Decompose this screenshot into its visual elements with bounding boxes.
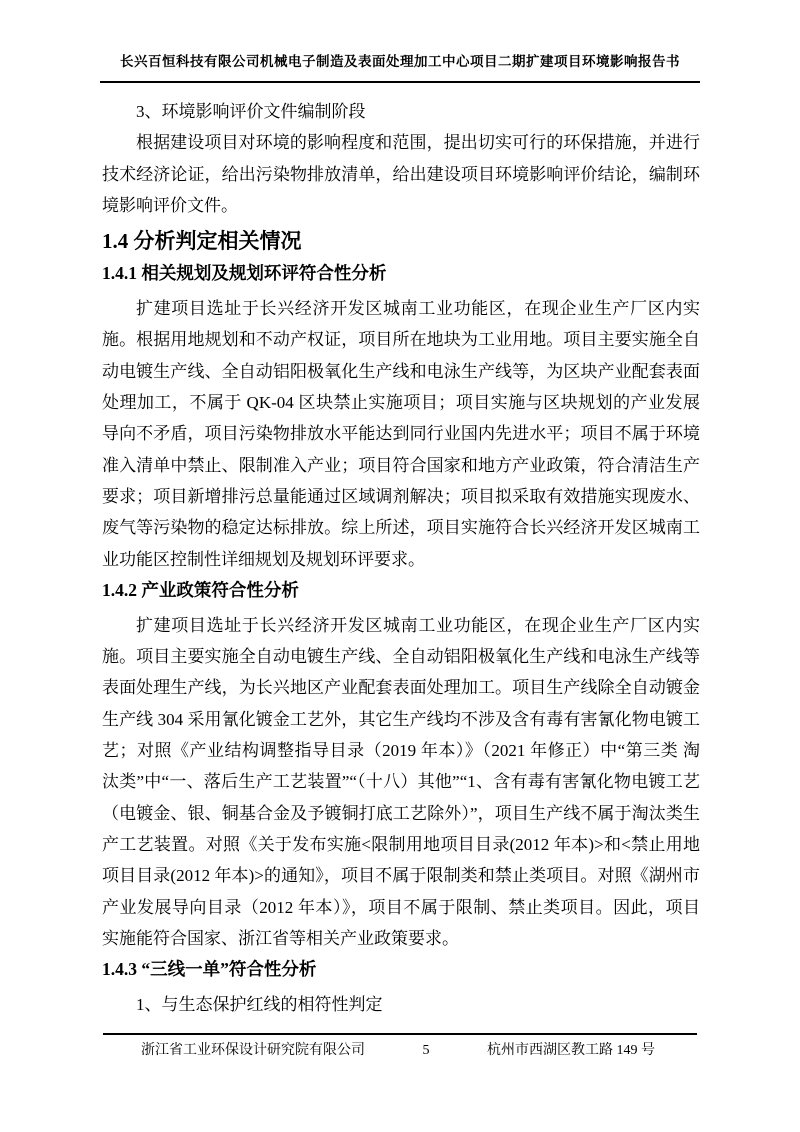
heading-1-4-3: 1.4.3 “三线一单”符合性分析 bbox=[102, 959, 317, 980]
footer-address: 杭州市西湖区教工路 149 号 bbox=[487, 1043, 655, 1058]
paragraph-1-4-1: 扩建项目选址于长兴经济开发区城南工业功能区，在现企业生产厂区内实施。根据用地规划和不动产权证，项目所在地块为工业用地。项目主要实施全自动电镀生产线、全自动铝阳极氧化生产线和电泳生产线等，为区块产业配套表面处理加工，不属于 QK-04 区块禁止实施项目；项目实施与区块规划的产业发展导向不矛盾，项目污染物排放水平能达到同行业国内先进水平；项目不属于环境准入清单中禁止、限制准入产业；项目符合国家和地方产业政策，符合清洁生产要求；项目新增排污总量能通过区域调剂解决；项目拟采取有效措施实现废水、废气等污染物的稳定达标排放。综上所述，项目实施符合长兴经济开发区城南工业功能区控制性详细规划及规划环评要求。 bbox=[102, 299, 700, 569]
footer-company: 浙江省工业环保设计研究院有限公司 bbox=[141, 1043, 365, 1058]
document-body bbox=[102, 96, 700, 1020]
paragraph-1-4-2: 扩建项目选址于长兴经济开发区城南工业功能区，在现企业生产厂区内实施。项目主要实施全自动电镀生产线、全自动铝阳极氧化生产线和电泳生产线等表面处理生产线，为长兴地区产业配套表面处理加工。项目生产线除全自动镀金生产线 304 采用氰化镀金工艺外，其它生产线均不涉及含有毒有害氰化物电镀工艺；对照《产业结构调整指导目录（2019 年本）》（2021 年修正）中“第三类 淘汰类”中“一、落后生产工艺装置”“（十八）其他”“1、含有毒有害氰化物电镀工艺（电镀金、银、铜基合金及予镀铜打底工艺除外）”，项目生产线不属于淘汰类生产工艺装置。对照《关于发布实施<限制用地项目目录(2012 年本)>和<禁止用地项目目录(2012 年本)>的通知》，项目不属于限制类和禁止类项目。对照《湖州市产业发展导向目录（2012 年本）》，项目不属于限制、禁止类项目。因此，项目实施能符合国家、浙江省等相关产业政策要求。 bbox=[102, 615, 700, 948]
intro-paragraph: 根据建设项目对环境的影响程度和范围，提出切实可行的环保措施，并进行技术经济论证，给出污染物排放清单，给出建设项目环境影响评价结论，编制环境影响评价文件。 bbox=[102, 133, 700, 215]
heading-1-4-1: 1.4.1 相关规划及规划环评符合性分析 bbox=[102, 263, 387, 284]
list-item-redline: 1、与生态保护红线的相符性判定 bbox=[136, 995, 383, 1015]
list-item-stage-3: 3、环境影响评价文件编制阶段 bbox=[136, 102, 366, 121]
header-title: 长兴百恒科技有限公司机械电子制造及表面处理加工中心项目二期扩建项目环境影响报告书 bbox=[120, 54, 680, 69]
page-header bbox=[100, 52, 700, 83]
heading-1-4: 1.4 分析判定相关情况 bbox=[102, 229, 302, 254]
heading-1-4-2: 1.4.2 产业政策符合性分析 bbox=[102, 579, 299, 600]
page-footer bbox=[103, 1033, 697, 1061]
footer-page-number: 5 bbox=[422, 1043, 430, 1058]
